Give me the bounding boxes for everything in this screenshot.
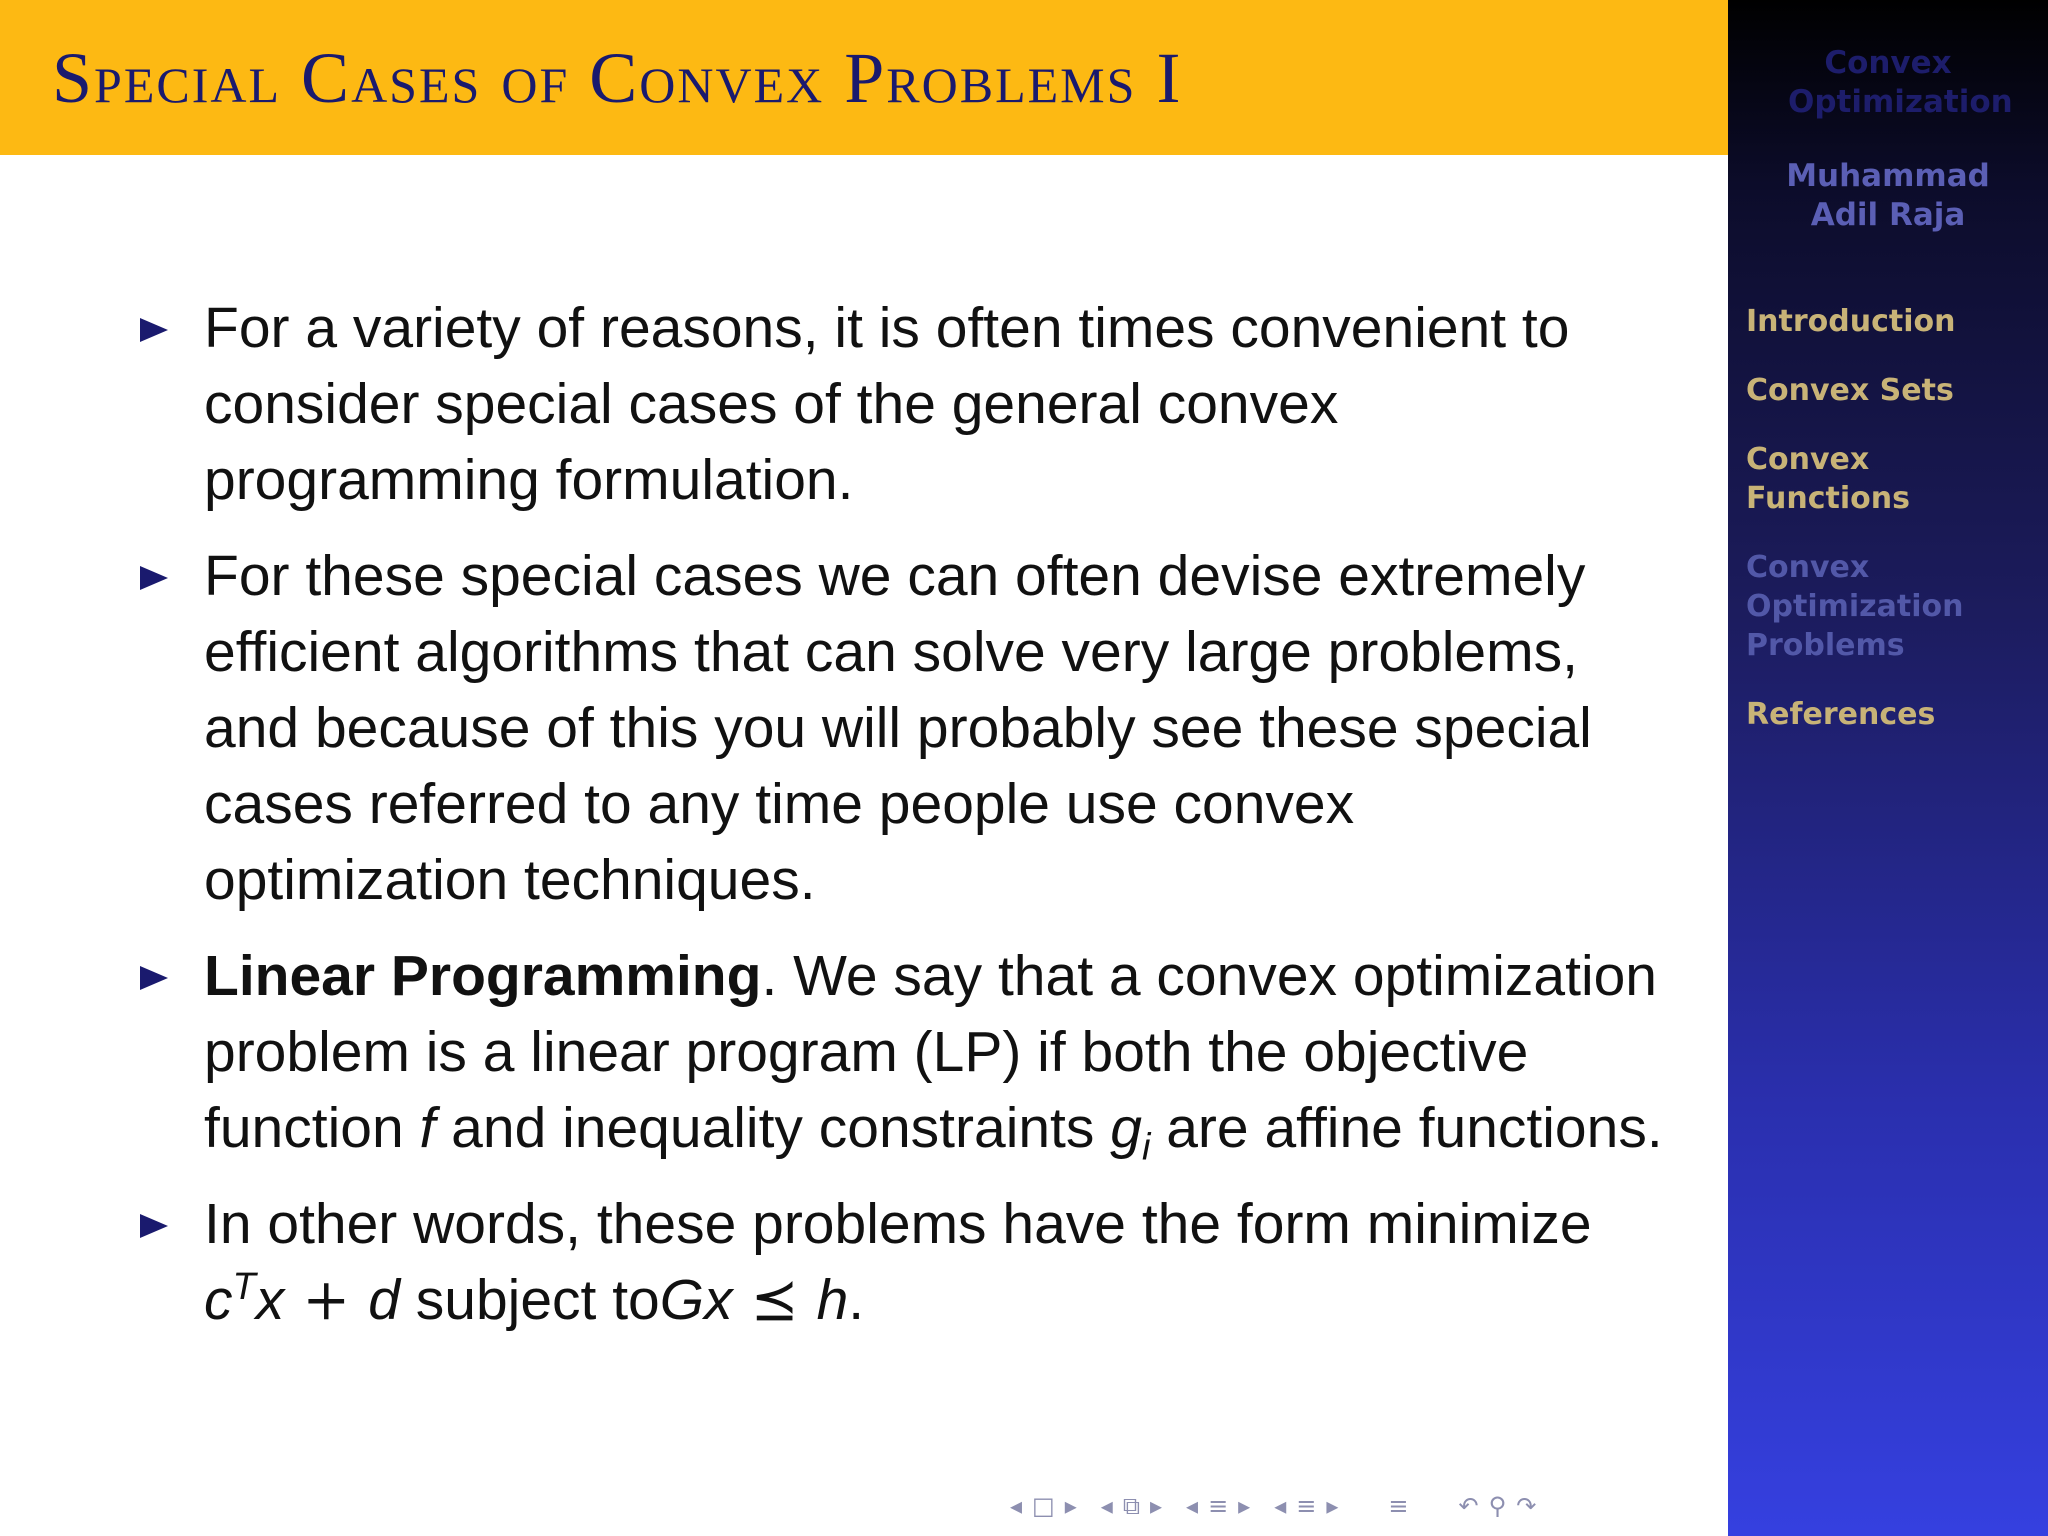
math-h: h xyxy=(816,1268,849,1332)
sidebar-author[interactable]: Muhammad Adil Raja xyxy=(1786,158,1990,233)
math-f: f xyxy=(419,1096,436,1160)
beamer-navigation-bar xyxy=(1010,1488,1710,1524)
prev-frame-icon[interactable]: ◂ xyxy=(1010,1492,1023,1520)
title-bar xyxy=(0,0,1728,155)
term-linear-programming: Linear Programming xyxy=(204,944,762,1008)
text-run: . We say that a convex optimization problem is a linear program (LP) if both the objective function xyxy=(204,944,1658,1160)
next-section-icon[interactable]: ▸ xyxy=(1238,1492,1251,1520)
next-frame-icon[interactable]: ▸ xyxy=(1064,1492,1077,1520)
prev-subsection-icon[interactable]: ◂ xyxy=(1100,1492,1113,1520)
math-d: d xyxy=(368,1268,400,1332)
bullet-text xyxy=(204,1186,1670,1338)
math-subscript-i: i xyxy=(1141,1126,1151,1169)
undo-icon[interactable]: ↶ xyxy=(1458,1492,1479,1520)
sidebar-item-introduction[interactable]: Introduction xyxy=(1746,304,1956,339)
sidebar-item-references[interactable]: References xyxy=(1746,697,1936,732)
math-g: g xyxy=(1110,1096,1142,1160)
bullet-text xyxy=(204,938,1670,1169)
document-icon[interactable]: ≡ xyxy=(1296,1492,1317,1520)
next-subsection-icon[interactable]: ▸ xyxy=(1149,1492,1163,1520)
slide-body xyxy=(140,290,1670,1358)
frame-icon[interactable]: □ xyxy=(1032,1492,1055,1520)
math-c: c xyxy=(204,1268,233,1332)
slide-title: Special Cases of Convex Problems I xyxy=(52,38,1183,118)
bullet-triangle-icon xyxy=(140,966,168,990)
next-document-icon[interactable]: ▸ xyxy=(1326,1492,1339,1520)
sidebar-item-convex-optimization-problems[interactable]: Convex Optimization Problems xyxy=(1746,550,1964,663)
redo-icon[interactable]: ↷ xyxy=(1516,1492,1537,1520)
sidebar-nav xyxy=(1746,302,2041,734)
subsection-icon[interactable]: ⧉ xyxy=(1122,1492,1140,1520)
bullet-text: For these special cases we can often devise extremely efficient algorithms that can solve very large problems, and because of this you will probably see these special cases referred to any time people use convex optimization techniques. xyxy=(204,544,1592,912)
bullet-text: For a variety of reasons, it is often times convenient to consider special cases of the general convex programming formulation. xyxy=(204,296,1570,512)
section-icon[interactable]: ≡ xyxy=(1208,1492,1229,1520)
text-run: . xyxy=(848,1268,865,1332)
text-run: subject to xyxy=(399,1268,660,1332)
sidebar-item-convex-sets[interactable]: Convex Sets xyxy=(1746,373,1954,408)
sidebar-item-convex-functions[interactable]: Convex Functions xyxy=(1746,442,1910,516)
bullet-item xyxy=(140,1186,1670,1338)
math-preceq: ⪯ xyxy=(732,1267,817,1333)
bullet-item xyxy=(140,538,1670,918)
math-x: x xyxy=(255,1268,285,1332)
math-plus: + xyxy=(284,1267,369,1333)
math-Gx: Gx xyxy=(659,1268,733,1332)
text-run: are affine functions. xyxy=(1150,1096,1663,1160)
bullet-item xyxy=(140,938,1670,1169)
search-icon[interactable]: ⚲ xyxy=(1488,1492,1507,1520)
appendix-icon[interactable]: ≡ xyxy=(1388,1492,1409,1520)
text-run: and inequality constraints xyxy=(435,1096,1111,1160)
sidebar-course-title[interactable]: Convex Optimization xyxy=(1788,45,2013,120)
text-run: In other words, these problems have the form minimize xyxy=(204,1192,1592,1256)
bullet-triangle-icon xyxy=(140,1214,168,1238)
math-superscript-T: T xyxy=(232,1266,256,1308)
bullet-triangle-icon xyxy=(140,318,168,342)
bullet-item xyxy=(140,290,1670,518)
prev-section-icon[interactable]: ◂ xyxy=(1186,1492,1199,1520)
prev-document-icon[interactable]: ◂ xyxy=(1274,1492,1287,1520)
sidebar xyxy=(1728,0,2048,1536)
bullet-triangle-icon xyxy=(140,566,168,590)
